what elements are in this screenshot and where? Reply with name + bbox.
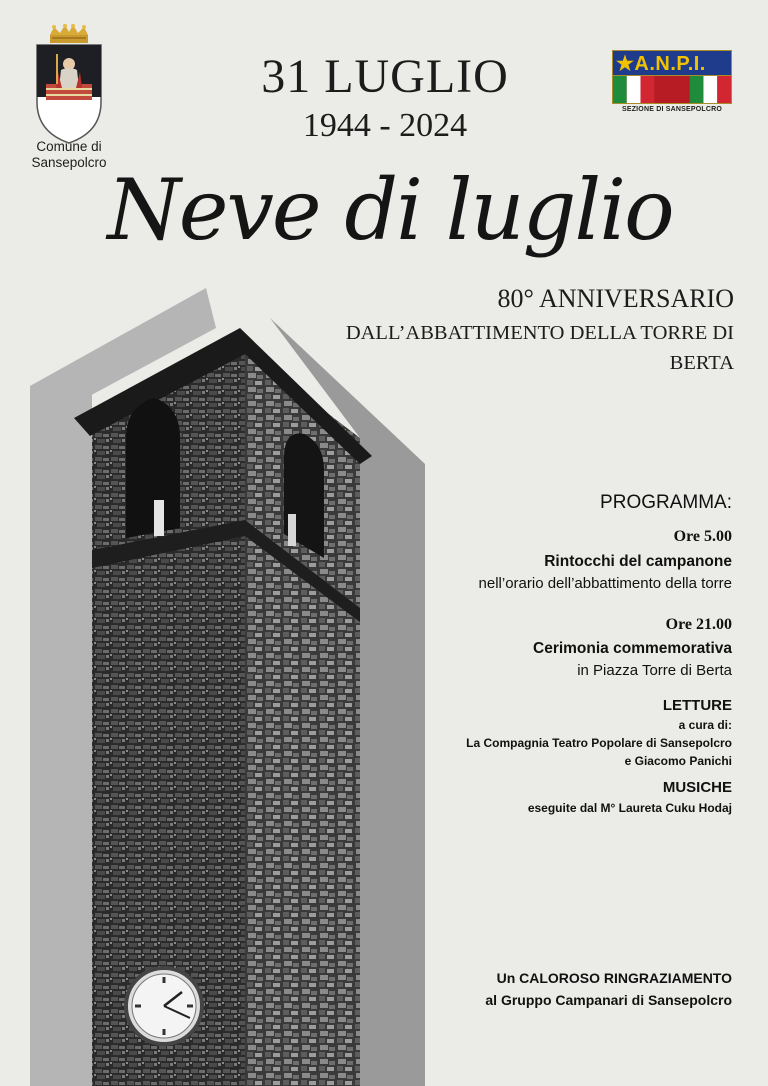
thanks-line2: al Gruppo Campanari di Sansepolcro [485, 992, 732, 1008]
event-2-desc: in Piazza Torre di Berta [577, 662, 732, 679]
anniversary-label: 80° ANNIVERSARIO [497, 284, 734, 313]
event-1-time: Ore 5.00 [673, 528, 732, 545]
thanks-line1: Un CALOROSO RINGRAZIAMENTO [496, 970, 732, 986]
anpi-title: ★A.N.P.I. [612, 50, 732, 76]
italian-flags-icon [612, 76, 732, 104]
event-1-desc: nell’orario dell’abbattimento della torre [478, 575, 732, 592]
shield-icon [36, 44, 102, 144]
event-title: Neve di luglio [107, 161, 673, 259]
anpi-section: SEZIONE DI SANSEPOLCRO [621, 106, 723, 113]
readings-line1: La Compagnia Teatro Popolare di Sansepolcro [466, 736, 732, 750]
event-1-title: Rintocchi del campanone [544, 553, 732, 570]
anpi-logo [612, 50, 732, 116]
readings-line2: e Giacomo Panichi [624, 754, 732, 768]
music-line: eseguite dal M° Laureta Cuku Hodaj [527, 801, 732, 815]
music-heading: MUSICHE [662, 779, 732, 796]
event-2-title: Cerimonia commemorativa [533, 640, 732, 657]
event-2-time: Ore 21.00 [665, 616, 732, 633]
comune-name-line2: Sansepolcro [31, 155, 107, 170]
comune-name-line1: Comune di [36, 139, 102, 154]
crown-icon [48, 24, 90, 44]
program-heading: PROGRAMMA: [600, 492, 732, 513]
event-date: 31 LUGLIO [261, 50, 509, 103]
readings-by: a cura di: [678, 718, 732, 732]
event-years: 1944 - 2024 [302, 107, 468, 144]
readings-heading: LETTURE [662, 697, 732, 714]
tower-illustration [30, 288, 430, 1086]
event-subtitle: DALL’ABBATTIMENTO DELLA TORRE DI BERTA [345, 322, 734, 374]
